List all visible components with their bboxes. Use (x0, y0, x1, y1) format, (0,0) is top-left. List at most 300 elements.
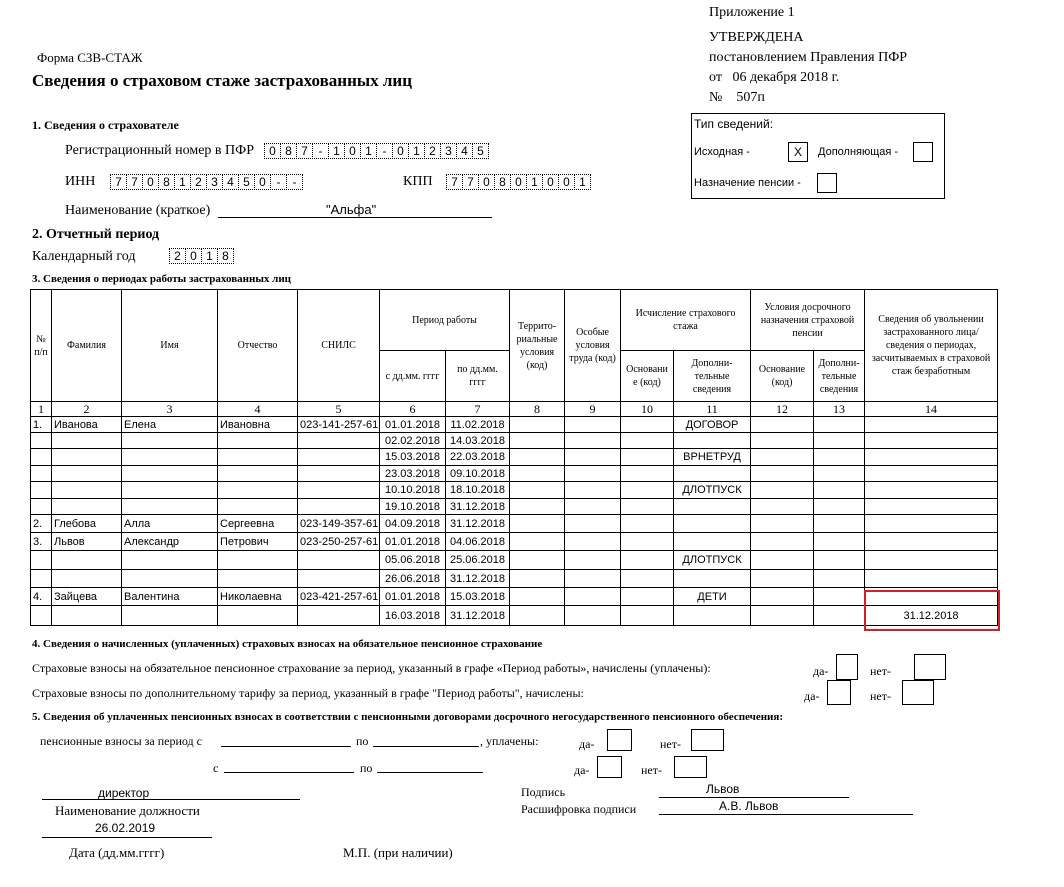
snils-cell[interactable]: 023-250-257-61 (298, 533, 380, 551)
basis2-cell[interactable] (751, 482, 814, 499)
basis2-cell[interactable] (751, 499, 814, 515)
territorial-cell[interactable] (510, 606, 565, 626)
approval-number (709, 90, 765, 106)
decode-value[interactable]: А.В. Львов (719, 799, 779, 813)
basis-cell[interactable] (621, 533, 674, 551)
s5-no2-checkbox[interactable] (674, 756, 707, 778)
special-cell[interactable] (565, 570, 621, 588)
year-cells[interactable] (170, 248, 234, 264)
period-from-cell[interactable]: 10.10.2018 (380, 482, 446, 499)
highlight-box (864, 590, 1000, 631)
additional-info-cell[interactable]: ДОГОВОР (674, 417, 751, 433)
additional-info-cell[interactable] (674, 499, 751, 515)
kpp-cells[interactable] (447, 174, 591, 190)
inn-cell[interactable]: 5 (238, 174, 255, 190)
s5-from2-field[interactable] (224, 772, 354, 773)
surname-cell[interactable]: Зайцева (52, 588, 122, 606)
period-from-cell[interactable]: 01.01.2018 (380, 533, 446, 551)
dismissal-cell[interactable]: 31.12.2018 (865, 606, 998, 626)
surname-cell[interactable]: Глебова (52, 515, 122, 533)
dismissal-cell[interactable] (865, 466, 998, 482)
period-from-cell[interactable]: 23.03.2018 (380, 466, 446, 482)
snils-cell[interactable] (298, 570, 380, 588)
snils-cell[interactable]: 023-149-357-61 (298, 515, 380, 533)
basis2-cell[interactable] (751, 606, 814, 626)
reg-number-cell[interactable]: 8 (280, 143, 297, 159)
period-to-cell[interactable]: 11.02.2018 (446, 417, 510, 433)
inn-cell[interactable]: - (286, 174, 303, 190)
snils-cell[interactable] (298, 466, 380, 482)
row-number[interactable] (31, 499, 52, 515)
column-number: 3 (122, 402, 218, 417)
inn-cell[interactable]: 2 (190, 174, 207, 190)
reg-number-cell[interactable]: 3 (440, 143, 457, 159)
s5-by2-label: по (360, 761, 373, 775)
kpp-cell[interactable]: 7 (446, 174, 463, 190)
row-number[interactable]: 2. (31, 515, 52, 533)
pension-checkbox[interactable] (817, 173, 837, 193)
additional-info2-cell[interactable] (814, 499, 865, 515)
reg-number-cell[interactable]: 1 (328, 143, 345, 159)
patronymic-cell[interactable] (218, 466, 298, 482)
section4-line2: Страховые взносы по дополнительному тарифу за период, указанный в графе "Период работы", начислены: (32, 686, 584, 700)
snils-cell[interactable]: 023-141-257-61 (298, 417, 380, 433)
table-row (31, 449, 998, 466)
name-cell[interactable] (122, 482, 218, 499)
inn-cell[interactable]: 7 (126, 174, 143, 190)
reg-number-cell[interactable]: 4 (456, 143, 473, 159)
period-to-cell[interactable]: 14.03.2018 (446, 433, 510, 449)
patronymic-cell[interactable]: Сергеевна (218, 515, 298, 533)
s4-no2-checkbox[interactable] (902, 680, 934, 705)
period-from-cell[interactable]: 04.09.2018 (380, 515, 446, 533)
period-to-cell[interactable]: 22.03.2018 (446, 449, 510, 466)
territorial-cell[interactable] (510, 551, 565, 570)
special-cell[interactable] (565, 499, 621, 515)
basis-cell[interactable] (621, 482, 674, 499)
period-to-cell[interactable]: 15.03.2018 (446, 588, 510, 606)
s5-yes2-label: да- (574, 763, 590, 777)
year-cell[interactable]: 1 (201, 248, 218, 264)
appendix-label: Приложение 1 (709, 5, 795, 20)
s5-from2-label: с (213, 761, 219, 775)
basis2-cell[interactable] (751, 515, 814, 533)
basis-cell[interactable] (621, 515, 674, 533)
patronymic-cell[interactable] (218, 570, 298, 588)
territorial-cell[interactable] (510, 588, 565, 606)
reg-number-cell[interactable]: 7 (296, 143, 313, 159)
header-insurance-calc: Исчисление страхового стажа (621, 290, 751, 351)
surname-cell[interactable] (52, 466, 122, 482)
basis-cell[interactable] (621, 417, 674, 433)
snils-cell[interactable] (298, 606, 380, 626)
number-prefix: № (709, 90, 723, 105)
info-type-title: Тип сведений: (694, 117, 774, 131)
name-cell[interactable] (122, 499, 218, 515)
row-number[interactable] (31, 449, 52, 466)
period-from-cell[interactable]: 05.06.2018 (380, 551, 446, 570)
header-period-from: с дд.мм. гггг (380, 351, 446, 402)
header-surname: Фамилия (52, 290, 122, 402)
row-number[interactable]: 4. (31, 588, 52, 606)
basis2-cell[interactable] (751, 551, 814, 570)
basis2-cell[interactable] (751, 433, 814, 449)
period-to-cell[interactable]: 31.12.2018 (446, 606, 510, 626)
special-cell[interactable] (565, 449, 621, 466)
number-value: 507п (736, 90, 765, 105)
patronymic-cell[interactable]: Николаевна (218, 588, 298, 606)
org-name-label: Наименование (краткое) (65, 203, 211, 218)
additional-info-cell[interactable] (674, 433, 751, 449)
reg-number-cell[interactable]: - (376, 143, 393, 159)
column-number: 11 (674, 402, 751, 417)
additional-info-cell[interactable] (674, 533, 751, 551)
reg-number-cell[interactable]: 0 (392, 143, 409, 159)
name-cell[interactable]: Елена (122, 417, 218, 433)
name-cell[interactable] (122, 449, 218, 466)
column-number: 2 (52, 402, 122, 417)
reg-number-cell[interactable]: 0 (264, 143, 281, 159)
name-cell[interactable]: Александр (122, 533, 218, 551)
name-cell[interactable] (122, 433, 218, 449)
column-number: 1 (31, 402, 52, 417)
row-number[interactable] (31, 466, 52, 482)
s5-no2-label: нет- (641, 763, 662, 777)
row-number[interactable] (31, 606, 52, 626)
dismissal-cell[interactable] (865, 433, 998, 449)
table-row (31, 606, 998, 626)
date-underline (42, 837, 212, 838)
dismissal-cell[interactable] (865, 551, 998, 570)
reg-number-cell[interactable]: 0 (344, 143, 361, 159)
snils-cell[interactable]: 023-421-257-61 (298, 588, 380, 606)
kpp-cell[interactable]: 7 (462, 174, 479, 190)
section1-heading: 1. Сведения о страхователе (32, 118, 179, 132)
period-from-cell[interactable]: 19.10.2018 (380, 499, 446, 515)
date-value[interactable]: 26.02.2019 (95, 821, 156, 835)
page-title: Сведения о страховом стаже застрахованных лиц (32, 71, 413, 90)
header-num: № п/п (31, 290, 52, 402)
inn-cell[interactable]: - (270, 174, 287, 190)
additional-info2-cell[interactable] (814, 570, 865, 588)
header-dismissal: Сведения об увольнении застрахованного лица/сведения о периодах, засчитываемых в страховой стаж безработным (865, 290, 998, 402)
territorial-cell[interactable] (510, 433, 565, 449)
kpp-cell[interactable]: 0 (542, 174, 559, 190)
year-cell[interactable]: 2 (169, 248, 186, 264)
dismissal-cell[interactable] (865, 449, 998, 466)
dismissal-cell[interactable] (865, 417, 998, 433)
name-cell[interactable] (122, 606, 218, 626)
basis-cell[interactable] (621, 551, 674, 570)
approval-date (709, 70, 839, 86)
s5-no1-checkbox[interactable] (691, 729, 724, 751)
row-number[interactable] (31, 482, 52, 499)
basis2-cell[interactable] (751, 588, 814, 606)
section3-heading: 3. Сведения о периодах работы застрахованных лиц (32, 273, 292, 285)
territorial-cell[interactable] (510, 417, 565, 433)
table-row (31, 466, 998, 482)
basis-cell[interactable] (621, 588, 674, 606)
basis2-cell[interactable] (751, 533, 814, 551)
additional-info2-cell[interactable] (814, 466, 865, 482)
additional-info2-cell[interactable] (814, 433, 865, 449)
table-row (31, 588, 998, 606)
inn-label: ИНН (65, 174, 96, 189)
additional-info2-cell[interactable] (814, 449, 865, 466)
patronymic-cell[interactable] (218, 499, 298, 515)
territorial-cell[interactable] (510, 482, 565, 499)
name-cell[interactable] (122, 466, 218, 482)
territorial-cell[interactable] (510, 515, 565, 533)
additional-info2-cell[interactable] (814, 482, 865, 499)
column-number: 9 (565, 402, 621, 417)
s4-yes1-checkbox[interactable] (836, 654, 858, 680)
snils-cell[interactable] (298, 482, 380, 499)
s5-to2-field[interactable] (377, 772, 483, 773)
surname-cell[interactable]: Иванова (52, 417, 122, 433)
basis-cell[interactable] (621, 433, 674, 449)
header-early-pension: Условия досрочного назначения страховой пенсии (751, 290, 865, 351)
basis-cell[interactable] (621, 606, 674, 626)
patronymic-cell[interactable]: Петрович (218, 533, 298, 551)
basis2-cell[interactable] (751, 466, 814, 482)
column-number: 8 (510, 402, 565, 417)
surname-cell[interactable] (52, 570, 122, 588)
s5-from1-field[interactable] (221, 746, 351, 747)
additional-info-cell[interactable]: ВРНЕТРУД (674, 449, 751, 466)
period-to-cell[interactable]: 25.06.2018 (446, 551, 510, 570)
additional-info-cell[interactable]: ДЕТИ (674, 588, 751, 606)
additional-label: Дополняющая - (818, 146, 899, 158)
header-additional-info: Дополни-тельные сведения (674, 351, 751, 402)
s5-no1-label: нет- (660, 737, 681, 751)
special-cell[interactable] (565, 466, 621, 482)
special-cell[interactable] (565, 515, 621, 533)
inn-cell[interactable]: 0 (254, 174, 271, 190)
period-to-cell[interactable]: 18.10.2018 (446, 482, 510, 499)
special-cell[interactable] (565, 482, 621, 499)
position-value[interactable]: директор (98, 786, 150, 800)
inn-cell[interactable]: 8 (158, 174, 175, 190)
approved-label: УТВЕРЖДЕНА (709, 30, 804, 45)
additional-info2-cell[interactable] (814, 588, 865, 606)
table-row (31, 570, 998, 588)
patronymic-cell[interactable]: Ивановна (218, 417, 298, 433)
period-from-cell[interactable]: 02.02.2018 (380, 433, 446, 449)
basis2-cell[interactable] (751, 570, 814, 588)
period-from-cell[interactable]: 26.06.2018 (380, 570, 446, 588)
s4-yes2-checkbox[interactable] (827, 680, 851, 705)
surname-cell[interactable] (52, 499, 122, 515)
header-special: Особые условия труда (код) (565, 290, 621, 402)
additional-info2-cell[interactable] (814, 606, 865, 626)
additional-info-cell[interactable] (674, 515, 751, 533)
additional-info2-cell[interactable] (814, 551, 865, 570)
territorial-cell[interactable] (510, 449, 565, 466)
header-period: Период работы (380, 290, 510, 351)
patronymic-cell[interactable] (218, 482, 298, 499)
row-number[interactable]: 3. (31, 533, 52, 551)
kpp-cell[interactable]: 8 (494, 174, 511, 190)
patronymic-cell[interactable] (218, 449, 298, 466)
inn-cell[interactable]: 0 (142, 174, 159, 190)
header-period-to: по дд.мм. гггг (446, 351, 510, 402)
reg-number-cell[interactable]: - (312, 143, 329, 159)
snils-cell[interactable] (298, 499, 380, 515)
snils-cell[interactable] (298, 433, 380, 449)
date-prefix: от (709, 70, 722, 85)
special-cell[interactable] (565, 433, 621, 449)
surname-cell[interactable] (52, 449, 122, 466)
original-label: Исходная - (694, 146, 750, 158)
territorial-cell[interactable] (510, 499, 565, 515)
territorial-cell[interactable] (510, 570, 565, 588)
org-name-value[interactable]: "Альфа" (326, 202, 377, 217)
surname-cell[interactable] (52, 482, 122, 499)
periods-table (30, 289, 998, 626)
header-basis: Основани е (код) (621, 351, 674, 402)
period-to-cell[interactable]: 04.06.2018 (446, 533, 510, 551)
special-cell[interactable] (565, 533, 621, 551)
additional-info-cell[interactable] (674, 570, 751, 588)
column-number: 10 (621, 402, 674, 417)
s5-yes2-checkbox[interactable] (597, 756, 622, 778)
surname-cell[interactable] (52, 433, 122, 449)
basis-cell[interactable] (621, 449, 674, 466)
territorial-cell[interactable] (510, 466, 565, 482)
period-from-cell[interactable]: 16.03.2018 (380, 606, 446, 626)
period-to-cell[interactable]: 31.12.2018 (446, 515, 510, 533)
period-to-cell[interactable]: 31.12.2018 (446, 499, 510, 515)
period-from-cell[interactable]: 01.01.2018 (380, 588, 446, 606)
sign-value[interactable]: Львов (706, 782, 740, 796)
table-row (31, 533, 998, 551)
name-cell[interactable]: Алла (122, 515, 218, 533)
kpp-cell[interactable]: 0 (558, 174, 575, 190)
basis-cell[interactable] (621, 499, 674, 515)
patronymic-cell[interactable] (218, 551, 298, 570)
org-name-underline (218, 217, 492, 218)
name-cell[interactable] (122, 570, 218, 588)
period-from-cell[interactable]: 01.01.2018 (380, 417, 446, 433)
header-name: Имя (122, 290, 218, 402)
reg-number-cell[interactable]: 1 (408, 143, 425, 159)
inn-cell[interactable]: 1 (174, 174, 191, 190)
kpp-cell[interactable]: 1 (526, 174, 543, 190)
name-cell[interactable] (122, 551, 218, 570)
basis-cell[interactable] (621, 466, 674, 482)
sign-underline (659, 797, 849, 798)
column-number: 13 (814, 402, 865, 417)
row-number[interactable]: 1. (31, 417, 52, 433)
inn-cells[interactable] (111, 174, 303, 190)
dismissal-cell[interactable] (865, 570, 998, 588)
header-basis2: Основание (код) (751, 351, 814, 402)
column-numbers-row (31, 402, 998, 417)
patronymic-cell[interactable] (218, 606, 298, 626)
kpp-cell[interactable]: 0 (510, 174, 527, 190)
decode-underline (659, 814, 913, 815)
snils-cell[interactable] (298, 551, 380, 570)
surname-cell[interactable]: Львов (52, 533, 122, 551)
additional-info-cell[interactable] (674, 466, 751, 482)
basis2-cell[interactable] (751, 449, 814, 466)
year-cell[interactable]: 0 (185, 248, 202, 264)
pension-label: Назначение пенсии - (694, 177, 801, 189)
date-label: Дата (дд.мм.гггг) (69, 845, 165, 860)
inn-cell[interactable]: 4 (222, 174, 239, 190)
reg-number-cell[interactable]: 2 (424, 143, 441, 159)
s4-yes1-label: да- (813, 664, 829, 678)
s4-no1-checkbox[interactable] (914, 654, 946, 680)
column-number: 6 (380, 402, 446, 417)
s5-yes1-checkbox[interactable] (607, 729, 632, 751)
special-cell[interactable] (565, 606, 621, 626)
column-number: 7 (446, 402, 510, 417)
header-territorial: Террито-риальные условия (код) (510, 290, 565, 402)
s5-to1-field[interactable] (373, 746, 479, 747)
header-additional-info2: Дополни-тельные сведения (814, 351, 865, 402)
decode-label: Расшифровка подписи (521, 802, 637, 816)
name-cell[interactable]: Валентина (122, 588, 218, 606)
period-from-cell[interactable]: 15.03.2018 (380, 449, 446, 466)
reg-number-cell[interactable]: 1 (360, 143, 377, 159)
special-cell[interactable] (565, 588, 621, 606)
dismissal-cell[interactable] (865, 515, 998, 533)
period-to-cell[interactable]: 31.12.2018 (446, 570, 510, 588)
dismissal-cell[interactable] (865, 533, 998, 551)
row-number[interactable] (31, 433, 52, 449)
additional-info-cell[interactable] (674, 606, 751, 626)
additional-info-cell[interactable]: ДЛОТПУСК (674, 551, 751, 570)
surname-cell[interactable] (52, 551, 122, 570)
additional-info2-cell[interactable] (814, 417, 865, 433)
special-cell[interactable] (565, 417, 621, 433)
basis-cell[interactable] (621, 570, 674, 588)
special-cell[interactable] (565, 551, 621, 570)
kpp-label: КПП (403, 174, 433, 189)
reg-number-cells[interactable] (265, 143, 489, 159)
year-cell[interactable]: 8 (217, 248, 234, 264)
additional-info2-cell[interactable] (814, 515, 865, 533)
row-number[interactable] (31, 570, 52, 588)
dismissal-cell[interactable] (865, 482, 998, 499)
period-to-cell[interactable]: 09.10.2018 (446, 466, 510, 482)
basis2-cell[interactable] (751, 417, 814, 433)
territorial-cell[interactable] (510, 533, 565, 551)
s5-paid-label: , уплачены: (480, 734, 539, 748)
original-checkbox[interactable]: X (788, 142, 808, 162)
dismissal-cell[interactable] (865, 499, 998, 515)
snils-cell[interactable] (298, 449, 380, 466)
patronymic-cell[interactable] (218, 433, 298, 449)
kpp-cell[interactable]: 1 (574, 174, 591, 190)
table-row (31, 482, 998, 499)
inn-cell[interactable]: 7 (110, 174, 127, 190)
row-number[interactable] (31, 551, 52, 570)
approved-by: постановлением Правления ПФР (709, 50, 908, 65)
additional-info-cell[interactable]: ДЛОТПУСК (674, 482, 751, 499)
form-name: Форма СЗВ-СТАЖ (37, 50, 143, 65)
kpp-cell[interactable]: 0 (478, 174, 495, 190)
surname-cell[interactable] (52, 606, 122, 626)
additional-info2-cell[interactable] (814, 533, 865, 551)
inn-cell[interactable]: 3 (206, 174, 223, 190)
stamp-label: М.П. (при наличии) (343, 845, 453, 860)
reg-number-cell[interactable]: 5 (472, 143, 489, 159)
additional-checkbox[interactable] (913, 142, 933, 162)
year-label: Календарный год (32, 249, 136, 264)
